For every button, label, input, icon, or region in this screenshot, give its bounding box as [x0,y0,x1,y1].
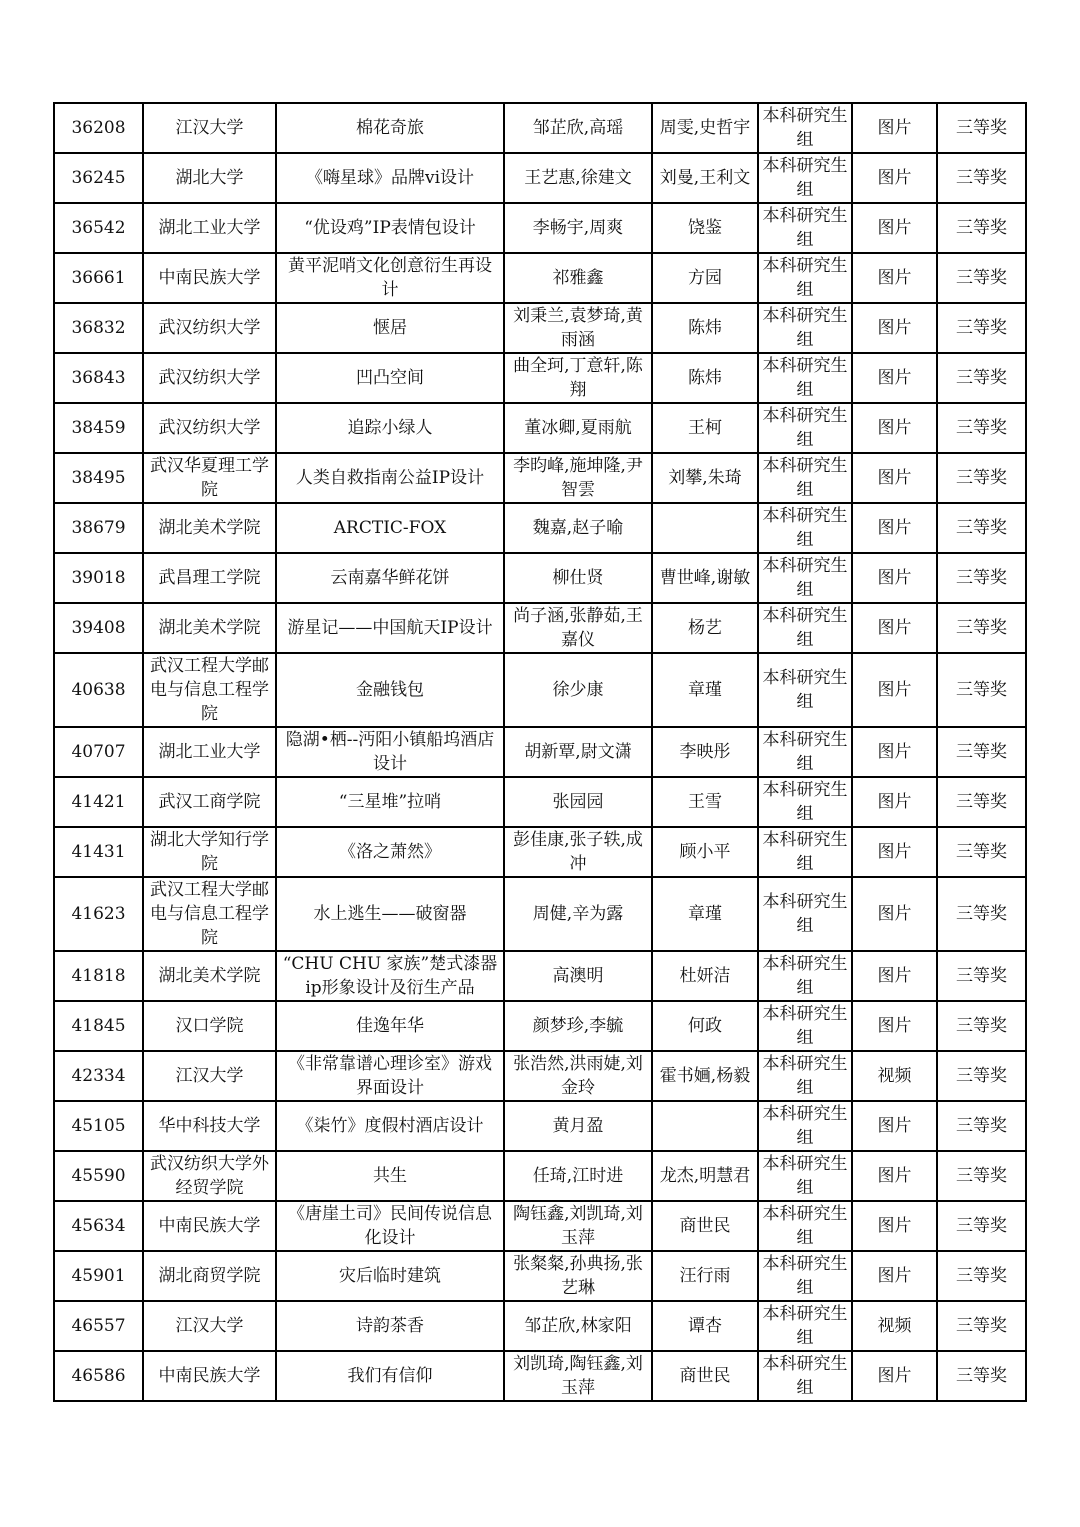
work-type-cell: 图片 [852,727,937,777]
work-title-cell: 《唐崖土司》民间传说信息化设计 [276,1201,504,1251]
school-cell: 中南民族大学 [143,1201,276,1251]
advisor-cell: 刘攀,朱琦 [652,453,758,503]
authors-cell: 董冰卿,夏雨航 [504,403,652,453]
work-type-cell: 图片 [852,1101,937,1151]
advisor-cell: 陈炜 [652,303,758,353]
school-cell: 武汉工程大学邮电与信息工程学院 [143,877,276,951]
group-cell: 本科研究生组 [758,827,852,877]
advisor-cell: 商世民 [652,1351,758,1401]
work-title-cell: 游星记——中国航天IP设计 [276,603,504,653]
group-cell: 本科研究生组 [758,951,852,1001]
table-row [54,1351,1026,1401]
school-cell: 华中科技大学 [143,1101,276,1151]
work-title-cell: 人类自救指南公益IP设计 [276,453,504,503]
school-cell: 湖北大学知行学院 [143,827,276,877]
work-type-cell: 图片 [852,103,937,153]
authors-cell: 张园园 [504,777,652,827]
awards-table-body [54,103,1026,1401]
table-row [54,727,1026,777]
work-title-cell: “CHU CHU 家族”楚式漆器ip形象设计及衍生产品 [276,951,504,1001]
award-cell: 三等奖 [937,453,1026,503]
authors-cell: 邹芷欣,林家阳 [504,1301,652,1351]
advisor-cell: 谭杏 [652,1301,758,1351]
work-type-cell: 图片 [852,503,937,553]
school-cell: 湖北工业大学 [143,203,276,253]
work-type-cell: 图片 [852,403,937,453]
work-type-cell: 视频 [852,1301,937,1351]
award-cell: 三等奖 [937,153,1026,203]
advisor-cell: 龙杰,明慧君 [652,1151,758,1201]
work-type-cell: 图片 [852,1001,937,1051]
advisor-cell: 陈炜 [652,353,758,403]
group-cell: 本科研究生组 [758,453,852,503]
award-cell: 三等奖 [937,403,1026,453]
school-cell: 武汉华夏理工学院 [143,453,276,503]
authors-cell: 胡新覃,尉文潇 [504,727,652,777]
school-cell: 湖北美术学院 [143,951,276,1001]
entry-id-cell: 45901 [54,1251,143,1301]
work-type-cell: 图片 [852,653,937,727]
award-cell: 三等奖 [937,1051,1026,1101]
school-cell: 湖北工业大学 [143,727,276,777]
school-cell: 武汉纺织大学 [143,353,276,403]
work-title-cell: 共生 [276,1151,504,1201]
work-title-cell: 隐湖•栖--沔阳小镇船坞酒店设计 [276,727,504,777]
table-row [54,553,1026,603]
advisor-cell: 方园 [652,253,758,303]
school-cell: 武汉纺织大学 [143,303,276,353]
advisor-cell: 汪行雨 [652,1251,758,1301]
authors-cell: 邹芷欣,高瑶 [504,103,652,153]
advisor-cell: 霍书婳,杨毅 [652,1051,758,1101]
entry-id-cell: 45105 [54,1101,143,1151]
group-cell: 本科研究生组 [758,353,852,403]
work-title-cell: 黄平泥哨文化创意衍生再设计 [276,253,504,303]
work-type-cell: 图片 [852,153,937,203]
award-cell: 三等奖 [937,253,1026,303]
group-cell: 本科研究生组 [758,403,852,453]
group-cell: 本科研究生组 [758,1051,852,1101]
table-row [54,253,1026,303]
entry-id-cell: 38495 [54,453,143,503]
work-type-cell: 图片 [852,553,937,603]
authors-cell: 任琦,江时进 [504,1151,652,1201]
entry-id-cell: 41623 [54,877,143,951]
award-cell: 三等奖 [937,1151,1026,1201]
school-cell: 湖北美术学院 [143,603,276,653]
entry-id-cell: 38459 [54,403,143,453]
authors-cell: 徐少康 [504,653,652,727]
group-cell: 本科研究生组 [758,777,852,827]
table-row [54,603,1026,653]
authors-cell: 李畅宇,周爽 [504,203,652,253]
award-cell: 三等奖 [937,353,1026,403]
group-cell: 本科研究生组 [758,1151,852,1201]
work-type-cell: 图片 [852,203,937,253]
work-title-cell: 《嗨星球》品牌vi设计 [276,153,504,203]
advisor-cell: 章瑾 [652,877,758,951]
work-title-cell: 云南嘉华鲜花饼 [276,553,504,603]
advisor-cell: 王柯 [652,403,758,453]
award-cell: 三等奖 [937,503,1026,553]
table-row [54,877,1026,951]
entry-id-cell: 40707 [54,727,143,777]
group-cell: 本科研究生组 [758,1251,852,1301]
award-cell: 三等奖 [937,203,1026,253]
group-cell: 本科研究生组 [758,203,852,253]
authors-cell: 彭佳康,张子轶,成冲 [504,827,652,877]
authors-cell: 王艺惠,徐建文 [504,153,652,203]
advisor-cell [652,1101,758,1151]
table-row [54,153,1026,203]
entry-id-cell: 46557 [54,1301,143,1351]
advisor-cell [652,503,758,553]
authors-cell: 张浩然,洪雨婕,刘金玲 [504,1051,652,1101]
work-title-cell: 水上逃生——破窗器 [276,877,504,951]
entry-id-cell: 36208 [54,103,143,153]
work-title-cell: 惬居 [276,303,504,353]
authors-cell: 曲全珂,丁意轩,陈翔 [504,353,652,403]
advisor-cell: 杨艺 [652,603,758,653]
award-cell: 三等奖 [937,777,1026,827]
school-cell: 江汉大学 [143,1301,276,1351]
work-type-cell: 视频 [852,1051,937,1101]
work-title-cell: 诗韵茶香 [276,1301,504,1351]
group-cell: 本科研究生组 [758,1201,852,1251]
table-row [54,1301,1026,1351]
work-title-cell: 佳逸年华 [276,1001,504,1051]
entry-id-cell: 39018 [54,553,143,603]
table-row [54,1251,1026,1301]
work-type-cell: 图片 [852,777,937,827]
work-type-cell: 图片 [852,827,937,877]
advisor-cell: 李映彤 [652,727,758,777]
authors-cell: 颜梦珍,李毓 [504,1001,652,1051]
advisor-cell: 何政 [652,1001,758,1051]
work-type-cell: 图片 [852,453,937,503]
school-cell: 武汉工程大学邮电与信息工程学院 [143,653,276,727]
entry-id-cell: 45590 [54,1151,143,1201]
advisor-cell: 顾小平 [652,827,758,877]
table-row [54,1051,1026,1101]
group-cell: 本科研究生组 [758,727,852,777]
group-cell: 本科研究生组 [758,103,852,153]
advisor-cell: 王雪 [652,777,758,827]
work-type-cell: 图片 [852,877,937,951]
table-row [54,951,1026,1001]
entry-id-cell: 36661 [54,253,143,303]
work-type-cell: 图片 [852,1151,937,1201]
award-cell: 三等奖 [937,827,1026,877]
award-cell: 三等奖 [937,1251,1026,1301]
work-title-cell: 凹凸空间 [276,353,504,403]
school-cell: 江汉大学 [143,103,276,153]
entry-id-cell: 36843 [54,353,143,403]
group-cell: 本科研究生组 [758,153,852,203]
award-cell: 三等奖 [937,303,1026,353]
school-cell: 武汉工商学院 [143,777,276,827]
work-title-cell: 灾后临时建筑 [276,1251,504,1301]
table-row [54,1001,1026,1051]
work-type-cell: 图片 [852,303,937,353]
group-cell: 本科研究生组 [758,603,852,653]
school-cell: 武汉纺织大学 [143,403,276,453]
school-cell: 汉口学院 [143,1001,276,1051]
school-cell: 武汉纺织大学外经贸学院 [143,1151,276,1201]
authors-cell: 张粲粲,孙典扬,张艺琳 [504,1251,652,1301]
work-title-cell: 《洛之萧然》 [276,827,504,877]
table-row [54,827,1026,877]
advisor-cell: 章瑾 [652,653,758,727]
work-type-cell: 图片 [852,603,937,653]
authors-cell: 高澳明 [504,951,652,1001]
award-cell: 三等奖 [937,1351,1026,1401]
work-title-cell: ARCTIC-FOX [276,503,504,553]
work-type-cell: 图片 [852,253,937,303]
awards-table [53,102,1027,1402]
table-row [54,103,1026,153]
school-cell: 湖北美术学院 [143,503,276,553]
group-cell: 本科研究生组 [758,877,852,951]
authors-cell: 刘凯琦,陶钰鑫,刘玉萍 [504,1351,652,1401]
table-row [54,1101,1026,1151]
work-title-cell: 棉花奇旅 [276,103,504,153]
authors-cell: 魏嘉,赵子喻 [504,503,652,553]
work-title-cell: 我们有信仰 [276,1351,504,1401]
award-cell: 三等奖 [937,1201,1026,1251]
advisor-cell: 周雯,史哲宇 [652,103,758,153]
entry-id-cell: 42334 [54,1051,143,1101]
entry-id-cell: 36542 [54,203,143,253]
group-cell: 本科研究生组 [758,1301,852,1351]
authors-cell: 周健,辛为露 [504,877,652,951]
table-row [54,653,1026,727]
authors-cell: 李昀峰,施坤隆,尹智雲 [504,453,652,503]
work-type-cell: 图片 [852,951,937,1001]
entry-id-cell: 40638 [54,653,143,727]
entry-id-cell: 41421 [54,777,143,827]
work-title-cell: 追踪小绿人 [276,403,504,453]
entry-id-cell: 46586 [54,1351,143,1401]
work-type-cell: 图片 [852,353,937,403]
entry-id-cell: 45634 [54,1201,143,1251]
table-row [54,403,1026,453]
authors-cell: 黄月盈 [504,1101,652,1151]
award-cell: 三等奖 [937,603,1026,653]
table-row [54,203,1026,253]
entry-id-cell: 38679 [54,503,143,553]
advisor-cell: 饶鉴 [652,203,758,253]
school-cell: 中南民族大学 [143,253,276,303]
table-row [54,353,1026,403]
work-title-cell: “三星堆”拉哨 [276,777,504,827]
table-row [54,1151,1026,1201]
advisor-cell: 商世民 [652,1201,758,1251]
advisor-cell: 曹世峰,谢敏 [652,553,758,603]
advisor-cell: 刘曼,王利文 [652,153,758,203]
work-title-cell: 《非常靠谱心理诊室》游戏界面设计 [276,1051,504,1101]
work-type-cell: 图片 [852,1251,937,1301]
authors-cell: 柳仕贤 [504,553,652,603]
group-cell: 本科研究生组 [758,1101,852,1151]
award-cell: 三等奖 [937,951,1026,1001]
award-cell: 三等奖 [937,1001,1026,1051]
group-cell: 本科研究生组 [758,653,852,727]
work-type-cell: 图片 [852,1351,937,1401]
authors-cell: 刘秉兰,袁梦琦,黄雨涵 [504,303,652,353]
entry-id-cell: 36245 [54,153,143,203]
school-cell: 湖北大学 [143,153,276,203]
award-cell: 三等奖 [937,1301,1026,1351]
table-row [54,1201,1026,1251]
work-title-cell: “优设鸡”IP表情包设计 [276,203,504,253]
award-cell: 三等奖 [937,1101,1026,1151]
entry-id-cell: 41431 [54,827,143,877]
authors-cell: 尚子涵,张静茹,王嘉仪 [504,603,652,653]
group-cell: 本科研究生组 [758,503,852,553]
group-cell: 本科研究生组 [758,1001,852,1051]
entry-id-cell: 39408 [54,603,143,653]
work-title-cell: 金融钱包 [276,653,504,727]
group-cell: 本科研究生组 [758,253,852,303]
entry-id-cell: 41818 [54,951,143,1001]
award-cell: 三等奖 [937,553,1026,603]
school-cell: 中南民族大学 [143,1351,276,1401]
school-cell: 湖北商贸学院 [143,1251,276,1301]
work-title-cell: 《柒竹》度假村酒店设计 [276,1101,504,1151]
school-cell: 江汉大学 [143,1051,276,1101]
school-cell: 武昌理工学院 [143,553,276,603]
work-type-cell: 图片 [852,1201,937,1251]
table-row [54,503,1026,553]
entry-id-cell: 36832 [54,303,143,353]
award-cell: 三等奖 [937,653,1026,727]
entry-id-cell: 41845 [54,1001,143,1051]
award-cell: 三等奖 [937,103,1026,153]
authors-cell: 陶钰鑫,刘凯琦,刘玉萍 [504,1201,652,1251]
authors-cell: 祁雅鑫 [504,253,652,303]
group-cell: 本科研究生组 [758,1351,852,1401]
table-row [54,303,1026,353]
award-cell: 三等奖 [937,727,1026,777]
award-cell: 三等奖 [937,877,1026,951]
group-cell: 本科研究生组 [758,303,852,353]
advisor-cell: 杜妍洁 [652,951,758,1001]
group-cell: 本科研究生组 [758,553,852,603]
table-row [54,453,1026,503]
table-row [54,777,1026,827]
